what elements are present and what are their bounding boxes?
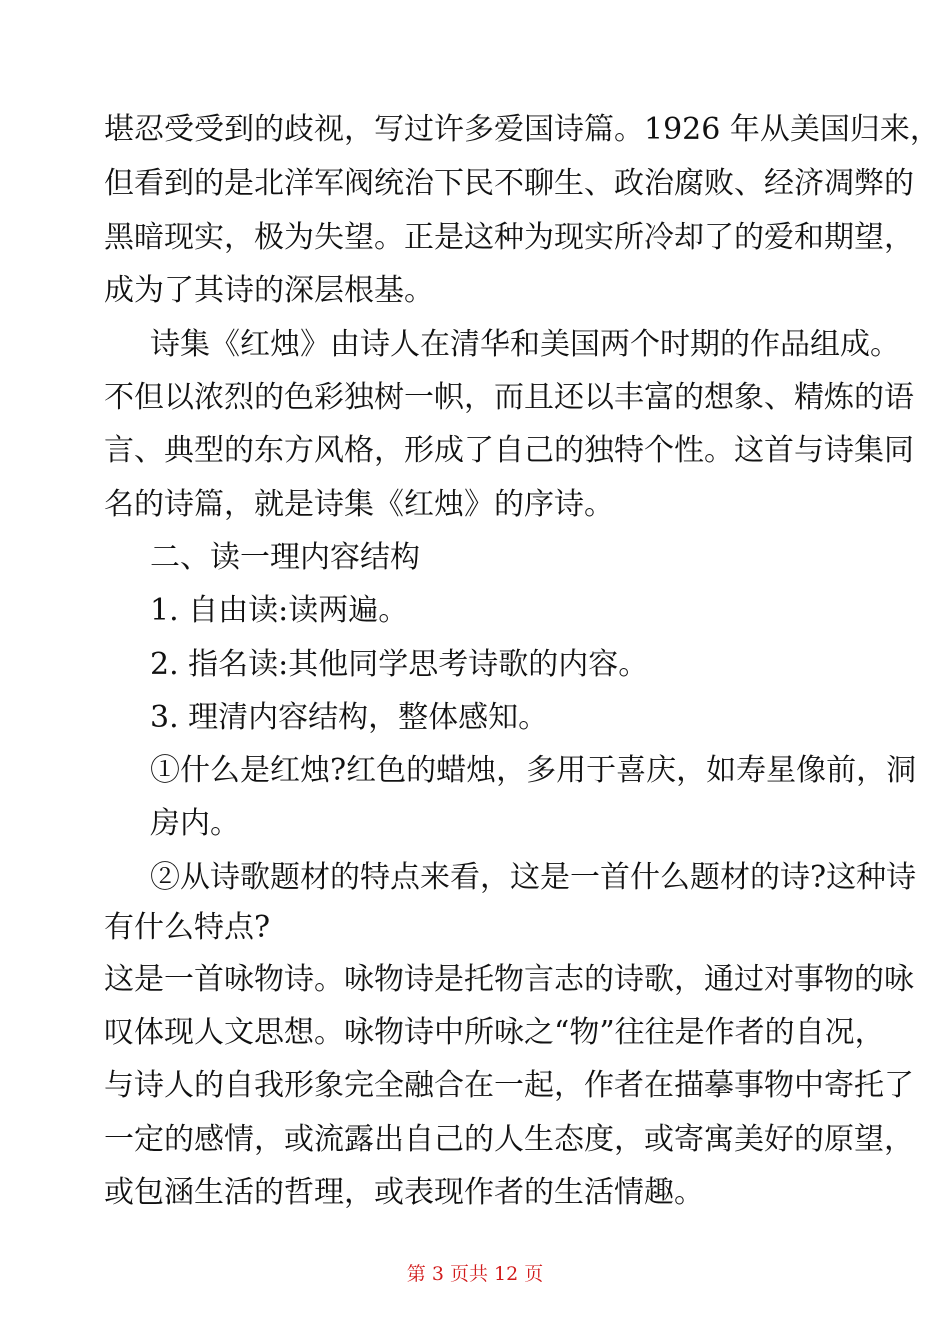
body-line: 堪忍受受到的歧视，写过许多爱国诗篇。1926 年从美国归来， xyxy=(104,112,940,147)
body-line: 或包涵生活的哲理，或表现作者的生活情趣。 xyxy=(104,1175,704,1210)
body-line: 一定的感情，或流露出自己的人生态度，或寄寓美好的原望， xyxy=(104,1122,914,1157)
body-line: 但看到的是北洋军阀统治下民不聊生、政治腐败、经济凋弊的 xyxy=(104,166,914,201)
question-line: 房内。 xyxy=(150,806,240,841)
question-line: ①什么是红烛?红色的蜡烛，多用于喜庆，如寿星像前，洞 xyxy=(150,753,917,788)
body-line: 黑暗现实，极为失望。正是这种为现实所冷却了的爱和期望， xyxy=(104,220,914,255)
question-line: ②从诗歌题材的特点来看，这是一首什么题材的诗?这种诗 xyxy=(150,860,917,895)
list-item: 3. 理清内容结构，整体感知。 xyxy=(150,700,549,735)
body-line: 名的诗篇，就是诗集《红烛》的序诗。 xyxy=(104,487,614,522)
section-heading: 二、读一理内容结构 xyxy=(150,540,420,575)
page-number-footer: 第 3 页共 12 页 xyxy=(406,1263,544,1285)
paragraph-first-line: 诗集《红烛》由诗人在清华和美国两个时期的作品组成。 xyxy=(150,327,900,362)
body-line: 言、典型的东方风格，形成了自己的独特个性。这首与诗集同 xyxy=(104,433,914,468)
question-line: 有什么特点? xyxy=(104,910,271,945)
body-line: 成为了其诗的深层根基。 xyxy=(104,273,434,308)
body-line: 不但以浓烈的色彩独树一帜，而且还以丰富的想象、精炼的语 xyxy=(104,380,914,415)
body-line: 叹体现人文思想。咏物诗中所咏之“物”往往是作者的自况， xyxy=(104,1015,885,1050)
body-line: 与诗人的自我形象完全融合在一起，作者在描摹事物中寄托了 xyxy=(104,1068,914,1103)
list-item: 2. 指名读:其他同学思考诗歌的内容。 xyxy=(150,647,649,682)
list-item: 1. 自由读:读两遍。 xyxy=(150,593,409,628)
body-line: 这是一首咏物诗。咏物诗是托物言志的诗歌，通过对事物的咏 xyxy=(104,962,914,997)
